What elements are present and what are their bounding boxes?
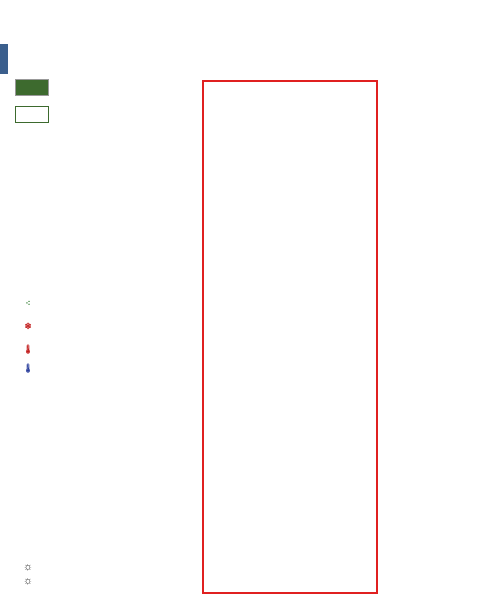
freezing-level-chart <box>0 419 484 579</box>
high-temp-label <box>0 344 56 354</box>
forecast-summary <box>0 0 484 80</box>
rain-label <box>0 298 56 308</box>
sunrise-icon: ☼ <box>22 561 34 573</box>
wind-label <box>0 158 56 168</box>
celsius-button[interactable] <box>15 79 49 96</box>
thermometer-hot-icon: 🌡 <box>22 344 34 354</box>
freezing-label <box>0 398 56 408</box>
snowflake-icon: ❄ <box>24 321 32 331</box>
side-tab[interactable] <box>0 44 8 74</box>
sunset-icon: ☼ <box>22 575 34 587</box>
thermometer-cold-icon: 🌡 <box>22 363 34 373</box>
snow-label <box>0 321 56 331</box>
rain-icon: ⁖ <box>25 298 31 308</box>
fahrenheit-button[interactable] <box>15 106 49 123</box>
low-temp-label <box>0 363 56 373</box>
